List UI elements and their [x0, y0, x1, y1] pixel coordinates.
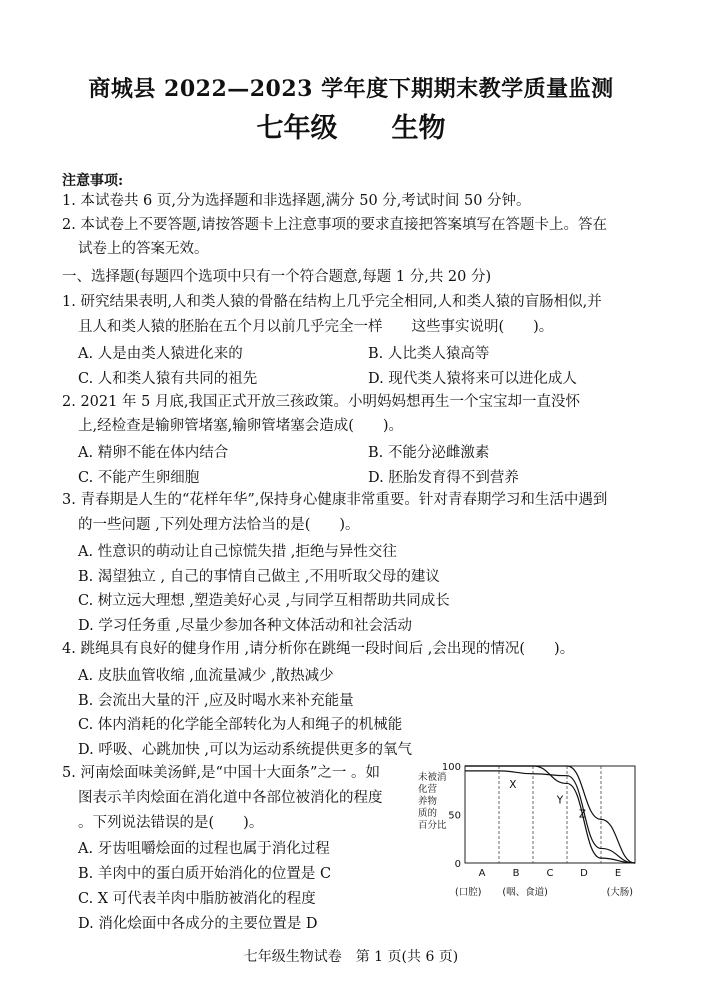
- chart-category-label: B: [512, 868, 520, 879]
- chart-category-label: A: [478, 868, 486, 879]
- q1-stem-2: 且人和类人猿的胚胎在五个月以前几乎完全一样 这些事实说明( )。: [78, 319, 554, 335]
- q3-option-b: B. 渴望独立 , 自己的事情自己做主 ,不用听取父母的建议: [78, 569, 440, 585]
- q5-stem-3: 。下列说法错误的是( )。: [78, 815, 264, 831]
- notice-item-2: 2. 本试卷上不要答题,请按答题卡上注意事项的要求直接把答案填写在答题卡上。答在: [62, 217, 608, 233]
- notice-item-2-cont: 试卷上的答案无效。: [78, 241, 209, 257]
- q4-option-d: D. 呼吸、心跳加快 ,可以为运动系统提供更多的氧气: [78, 742, 413, 758]
- page-footer: 七年级生物试卷 第 1 页(共 6 页): [243, 949, 459, 965]
- chart-ylabel-2: 化营: [418, 784, 438, 795]
- digestion-chart: [410, 758, 650, 908]
- chart-ytick-label: 0: [454, 859, 461, 870]
- chart-category-label: D: [580, 868, 588, 879]
- q1-option-c: C. 人和类人猿有共同的祖先: [78, 371, 258, 387]
- q4-option-c: C. 体内消耗的化学能全部转化为人和绳子的机械能: [78, 717, 403, 733]
- q3-option-a: A. 性意识的萌动让自己惊慌失措 ,拒绝与异性交往: [78, 544, 397, 560]
- q1-stem-1: 1. 研究结果表明,人和类人猿的骨骼在结构上几乎完全相同,人和类人猿的盲肠相似,并: [62, 294, 602, 310]
- notice-title: 注意事项:: [62, 173, 124, 189]
- q2-option-c: C. 不能产生卵细胞: [78, 470, 200, 486]
- chart-series-label-y: Y: [556, 794, 564, 807]
- chart-ylabel-3: 养物: [418, 796, 438, 807]
- q1-option-d: D. 现代类人猿将来可以进化成人: [368, 371, 577, 387]
- chart-series-label-x: X: [509, 778, 517, 791]
- q2-stem-2: 上,经检查是输卵管堵塞,输卵管堵塞会造成( )。: [78, 418, 404, 434]
- chart-category-label: E: [614, 868, 622, 879]
- q4-option-a: A. 皮肤血管收缩 ,血流量减少 ,散热减少: [78, 668, 334, 684]
- q3-option-d: D. 学习任务重 ,尽量少参加各种文体活动和社会活动: [78, 618, 413, 634]
- chart-bottom-label-mouth: (口腔): [455, 887, 482, 898]
- chart-ytick-label: 50: [448, 810, 461, 822]
- digestion-chart-svg: [410, 758, 650, 908]
- exam-subtitle: 七年级 生物: [256, 113, 446, 144]
- q4-stem-1: 4. 跳绳具有良好的健身作用 ,请分析你在跳绳一段时间后 ,会出现的情况( )。: [62, 641, 575, 657]
- chart-series-label-z: Z: [578, 808, 587, 821]
- q5-option-c: C. X 可代表羊肉中脂肪被消化的程度: [78, 891, 316, 907]
- exam-title: 商城县 2022—2023 学年度下期期末教学质量监测: [88, 76, 614, 102]
- notice-item-1: 1. 本试卷共 6 页,分为选择题和非选择题,满分 50 分,考试时间 50 分钟。: [62, 193, 531, 209]
- chart-series-x: [465, 771, 635, 863]
- q2-option-b: B. 不能分泌雌激素: [368, 445, 490, 461]
- q5-stem-2: 图表示羊肉烩面在消化道中各部位被消化的程度: [78, 790, 383, 806]
- chart-ylabel-1: 未被消: [418, 772, 447, 783]
- chart-series-z: [465, 766, 635, 863]
- q1-option-b: B. 人比类人猿高等: [368, 346, 490, 362]
- q1-option-a: A. 人是由类人猿进化来的: [78, 346, 243, 362]
- chart-bottom-label-esophagus: (咽、食道): [502, 887, 548, 898]
- q2-stem-1: 2. 2021 年 5 月底,我国正式开放三孩政策。小明妈妈想再生一个宝宝却一直没怀: [62, 394, 581, 410]
- chart-ytick-label: 100: [441, 762, 461, 773]
- q2-option-a: A. 精卵不能在体内结合: [78, 445, 229, 461]
- q3-stem-2: 的一些问题 ,下列处理方法恰当的是( )。: [78, 517, 360, 533]
- q5-option-d: D. 消化烩面中各成分的主要位置是 D: [78, 916, 318, 932]
- chart-series-y: [465, 766, 635, 863]
- q3-option-c: C. 树立远大理想 ,塑造美好心灵 ,与同学互相帮助共同成长: [78, 593, 450, 609]
- q3-stem-1: 3. 青春期是人生的“花样年华”,保持身心健康非常重要。针对青春期学习和生活中遇到: [62, 492, 608, 508]
- q5-stem-1: 5. 河南烩面味美汤鲜,是“中国十大面条”之一 。如: [62, 765, 380, 781]
- chart-ylabel-4: 质的: [418, 808, 438, 819]
- q2-option-d: D. 胚胎发育得不到营养: [368, 470, 519, 486]
- chart-category-label: C: [546, 868, 554, 879]
- section-title: 一、选择题(每题四个选项中只有一个符合题意,每题 1 分,共 20 分): [62, 269, 492, 285]
- chart-bottom-label-colon: (大肠): [606, 887, 633, 898]
- chart-frame: [465, 766, 635, 863]
- q4-option-b: B. 会流出大量的汗 ,应及时喝水来补充能量: [78, 693, 354, 709]
- q5-option-a: A. 牙齿咀嚼烩面的过程也属于消化过程: [78, 841, 330, 857]
- chart-ylabel-5: 百分比: [418, 820, 447, 831]
- q5-option-b: B. 羊肉中的蛋白质开始消化的位置是 C: [78, 866, 332, 882]
